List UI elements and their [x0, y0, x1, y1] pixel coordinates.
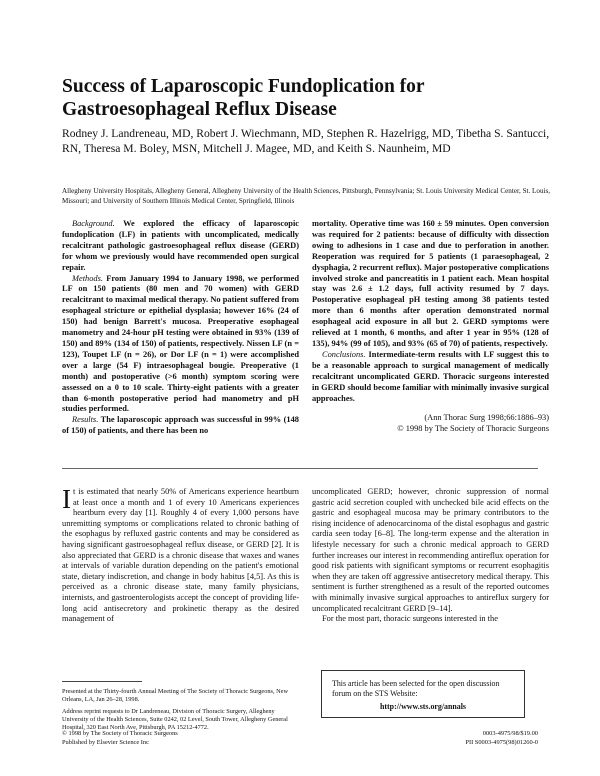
abstract-results-start	[62, 415, 299, 437]
article-title: Success of Laparoscopic Fundoplication for Gastroesophageal Reflux Disease	[62, 76, 425, 120]
results-label: Results.	[72, 415, 99, 425]
body-paragraph-2: For the most part, thoracic surgeons interested in the	[322, 614, 498, 624]
discussion-forum-box	[321, 670, 525, 718]
abstract-left-column	[62, 219, 299, 437]
conclusions-text: Intermediate-term results with LF suggest this to be a reasonable approach to surgical management of medically recalcitrant uncomplicated GERD. Thoracic surgeons interested in GERD should become familiar with minimally invasive surgical approaches.	[312, 349, 550, 403]
body-paragraph-1-continued: uncomplicated GERD; however, chronic suppression of normal gastric acid secretion coupled with unchecked bile acid effects on the gastric and esophageal mucosa may be primary contributors to the rising incidence of adenocarcinoma of the distal esophagus and gastric cardia seen today [6–8]. The long-term expense and the alteration in lifestyle necessary for such a chronic medical approach to GERD further increases our interest in recommending antireflux operation for good risk patients with significant symptoms or recurrent esophagitis when they are taken off aggressive antisecretory medical therapy. This sentiment is further strengthened as a result of the reported outcomes with minimally invasive surgical approaches to antireflux surgery for uncomplicated recalcitrant GERD [9–14].	[312, 487, 549, 613]
footer-pii: PII S0003-4975(98)01260-0	[465, 738, 538, 746]
abstract-background	[62, 219, 299, 274]
footnote-divider	[62, 681, 142, 682]
section-divider	[62, 468, 538, 469]
abstract-methods	[62, 274, 299, 416]
affiliation: Allegheny University Hospitals, Allegheny General, Allegheny University of the Health Sciences, Pittsburgh, Pennsylvania; St. Louis University Medical Center, St. Louis, Missouri; and University of Southern Illinois Medical Center, Springfield, Illinois	[62, 187, 550, 205]
results-text-a: The laparoscopic approach was successful in 99% (148 of 150) of patients, and there has been no	[62, 415, 299, 436]
background-text: We explored the efficacy of laparoscopic fundoplication (LF) in patients with uncomplicated, medically recalcitrant pathologic gastroesophageal reflux disease (GERD) for whom we previously would have recommended open surgical repair.	[62, 219, 299, 272]
abstract-conclusions	[312, 350, 549, 405]
footnote-address: Address reprint requests to Dr Landreneau, Division of Thoracic Surgery, Allegheny University of the Health Sciences, Suite 0242, 02 Level, South Tower, Allegheny General Hospital, 320 East North Ave, Pittsburgh, PA 15212-4772.	[62, 708, 288, 732]
footnote-presented: Presented at the Thirty-fourth Annual Meeting of The Society of Thoracic Surgeons, New Orleans, LA, Jan 26–28, 1998.	[62, 688, 288, 704]
footer-publisher-name: Published by Elsevier Science Inc	[62, 738, 149, 746]
body-left-column	[62, 484, 299, 625]
results-text-b: mortality. Operative time was 160 ± 59 minutes. Open conversion was required for 2 patients: because of difficulty with dissection owing to adhesions in 1 case and due to perforation in another. Reoperation was required for 5 patients (1 paraesophageal, 2 dysphagia, 2 recurrent reflux). Major postoperative complications involved stroke and pancreatitis in 1 patient each. Mean hospital stay was 2.6 ± 1.2 days, full activity resumed by 7 days. Postoperative esophageal pH testing among 38 patients tested more than 6 months after operation demonstrated normal esophageal acid exposure in all but 2. GERD symptoms were relieved at 1 month, 6 months, and after 1 year in 95% (128 of 135), 94% (99 of 105), and 93% (65 of 70) of patients, respectively.	[312, 219, 549, 348]
abstract-copyright: © 1998 by The Society of Thoracic Surgeons	[397, 424, 549, 434]
body-paragraph-1	[62, 484, 299, 625]
footer-identifiers	[400, 730, 538, 747]
conclusions-label: Conclusions.	[322, 349, 366, 359]
sts-website-link[interactable]: http://www.sts.org/annals	[380, 701, 466, 711]
journal-citation	[312, 413, 549, 435]
body-paragraph-1-text: t is estimated that nearly 50% of Americans experience heartburn at least once a month and 1 of every 10 Americans experiences heartburn every day [1]. Roughly 4 of every 1,000 persons have unremitting symptoms or complications related to chronic bathing of the esophagus by refluxed gastric contents and may be considered as having significant gastroesophageal reflux disease, or GERD [2]. It is also appreciated that GERD is a chronic disease that waxes and wanes at intervals of variable duration depending on the patient's emotional state, dietary indiscretion, and change in body habitus [4,5]. As this is perceived as a chronic disease state, many family physicians, internists, and gastroenterologists accept the concept of providing life-long acid antisecretory and prokinetic therapy as the desired management of	[62, 487, 299, 624]
footer-issn: 0003-4975/98/$19.00	[482, 730, 538, 737]
abstract-right-column	[312, 219, 549, 435]
methods-text: From January 1994 to January 1998, we performed LF on 150 patients (80 men and 70 women) with GERD recalcitrant to maximal medical therapy. No patient suffered from esophageal stricture or epithelial dysplasia; however 16% (24 of 150) had benign Barrett's mucosa. Preoperative esophageal manometry and 24-hour pH testing were obtained in 93% (139 of 150) and 89% (134 of 150) of patients, respectively. Nissen LF (n = 123), Toupet LF (n = 26), or Dor LF (n = 1) were accomplished over a large (54 F) intraesophageal bougie. Preoperative (1 month) and postoperative (>6 month) symptom scoring were assessed on a 0 to 10 scale. Thirty-eight patients with a greater than 6-month postoperative period had manometry and pH studies performed.	[62, 273, 300, 414]
author-list: Rodney J. Landreneau, MD, Robert J. Wiechmann, MD, Stephen R. Hazelrigg, MD, Tibetha S. Santucci, RN, Theresa M. Boley, MSN, Mitchell J. Magee, MD, and Keith S. Naunheim, MD	[62, 127, 550, 156]
drop-cap: I	[62, 484, 71, 514]
footer-publisher	[62, 730, 178, 747]
discussion-text: This article has been selected for the open discussion forum on the STS Website:	[332, 679, 500, 699]
citation-text: (Ann Thorac Surg 1998;66:1886–93)	[424, 413, 549, 423]
background-label: Background.	[72, 219, 115, 228]
methods-label: Methods.	[72, 273, 103, 283]
body-right-column	[312, 487, 549, 625]
footer-copyright: © 1998 by The Society of Thoracic Surgeons	[62, 730, 178, 737]
